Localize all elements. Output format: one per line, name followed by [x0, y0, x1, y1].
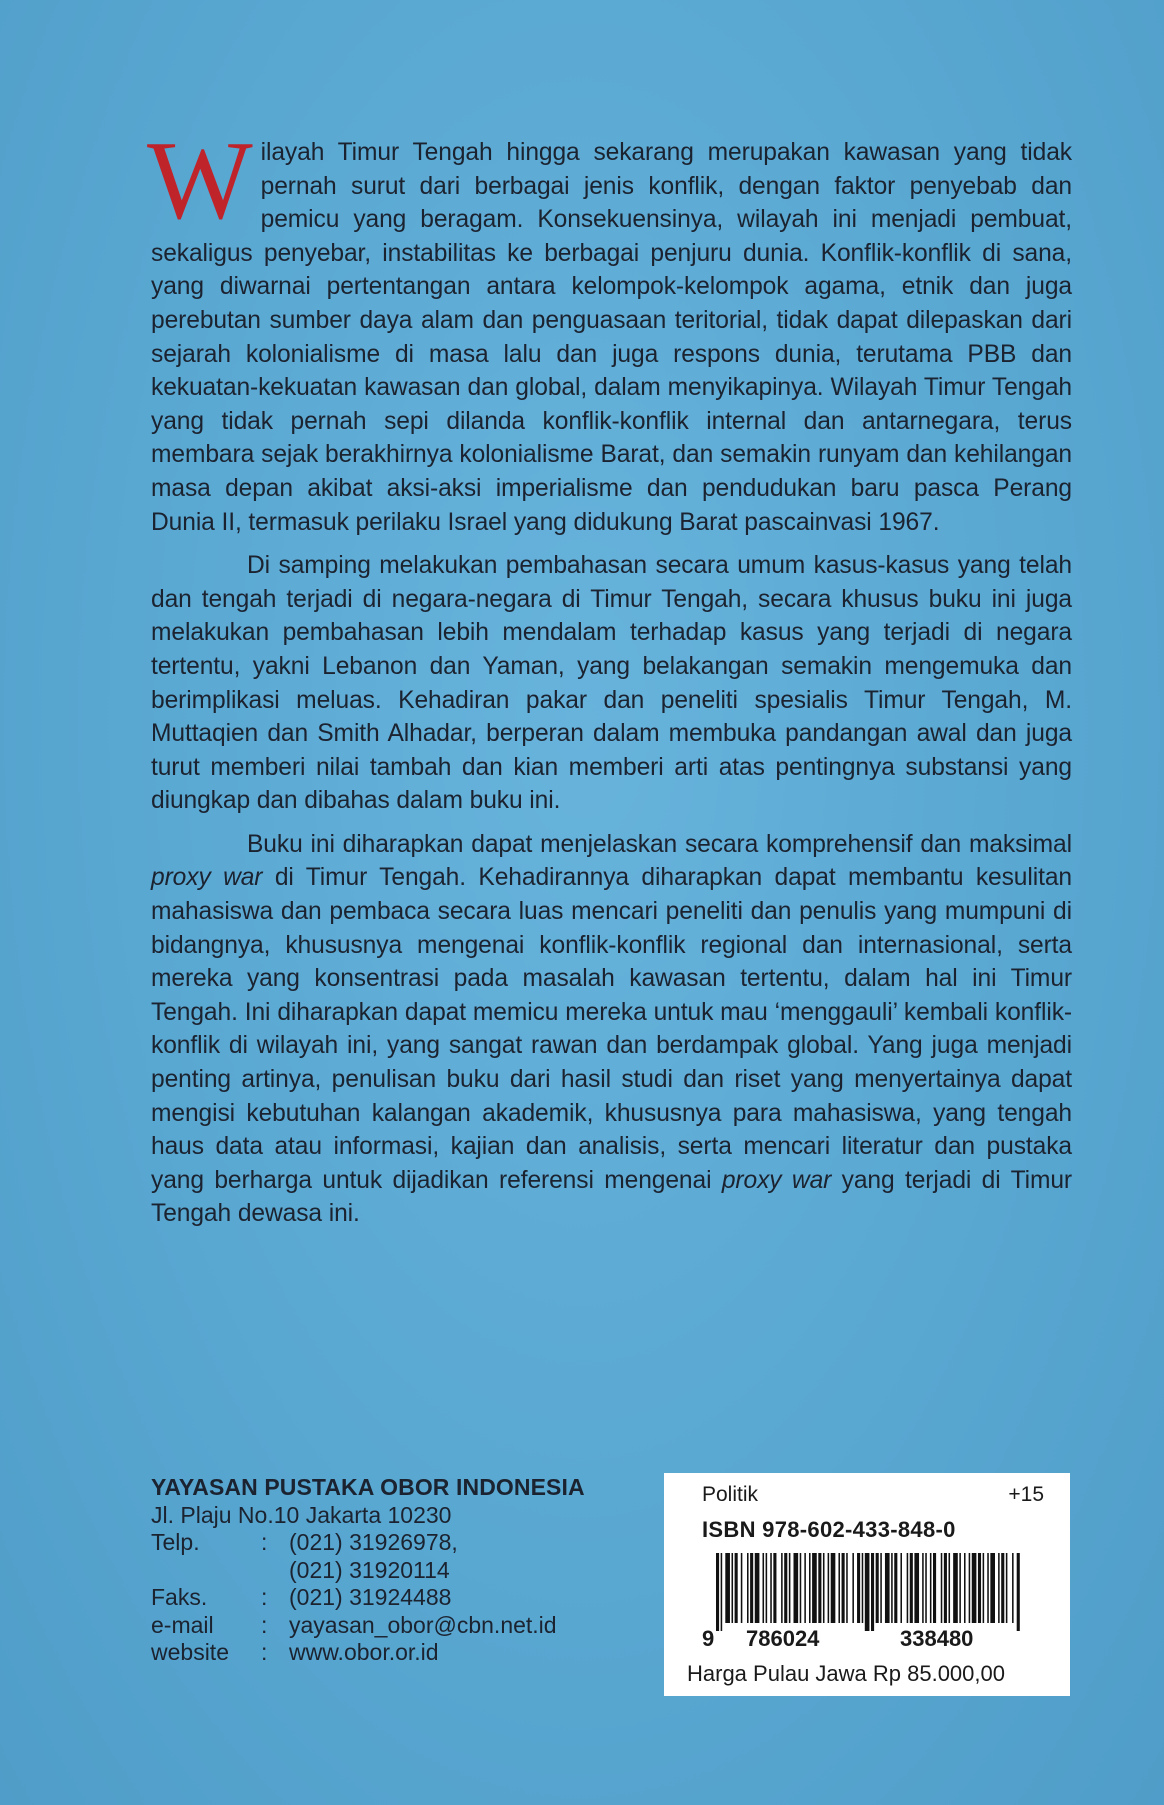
barcode-bar	[1012, 1553, 1014, 1623]
barcode-bar	[781, 1553, 783, 1623]
category-label: Politik	[702, 1483, 759, 1506]
blurb-paragraph-3	[151, 828, 1072, 1231]
website-label: website	[151, 1639, 229, 1665]
blurb-text	[147, 119, 1073, 1241]
blurb-paragraph-2: Di samping melakukan pembahasan secara umum kasus-kasus yang telah dan tengah terjadi di negara-negara di Timur Tengah, secara khusus buku ini juga melakukan pembahasan lebih mendalam terhadap kasus yang terjadi di negara tertentu, yakni Lebanon dan Yaman, yang belakangan semakin mengemuka dan berimplikasi meluas. Kehadiran pakar dan peneliti spesialis Timur Tengah, M. Muttaqien dan Smith Alhadar, berperan dalam membuka pandangan awal dan juga turut memberi nilai tambah dan kian memberi arti atas pentingnya substansi yang diungkap dan dibahas dalam buku ini.	[151, 552, 1072, 815]
barcode	[716, 1553, 1020, 1631]
website-value: www.obor.or.id	[289, 1639, 439, 1665]
faks-row	[151, 1584, 671, 1612]
isbn-number: ISBN 978-602-433-848-0	[702, 1517, 956, 1542]
barcode-right-digits: 338480	[900, 1626, 974, 1651]
barcode-bar	[990, 1553, 995, 1623]
publisher-info	[151, 1474, 671, 1667]
barcode-bar	[800, 1553, 802, 1623]
barcode-bar	[972, 1553, 977, 1623]
barcode-bar	[812, 1553, 817, 1623]
barcode-bar	[721, 1553, 723, 1631]
barcode-bar	[789, 1553, 791, 1623]
website-separator: :	[261, 1639, 268, 1665]
faks-separator: :	[261, 1584, 268, 1610]
barcode-bar	[755, 1553, 760, 1623]
barcode-bar	[987, 1553, 989, 1623]
barcode-bar	[842, 1553, 845, 1623]
barcode-bar	[1017, 1553, 1020, 1631]
email-separator: :	[261, 1611, 268, 1638]
barcode-bar	[944, 1553, 947, 1623]
barcode-digits	[702, 1626, 1042, 1652]
barcode-bar	[732, 1553, 734, 1623]
barcode-bar	[964, 1553, 966, 1623]
paragraph-3-italic-1: proxy war	[151, 864, 263, 892]
barcode-bar	[766, 1553, 768, 1623]
paragraph-1-text: ilayah Timur Tengah hingga sekarang merupakan kawasan yang tidak pernah surut dari berbagai jenis konflik, dengan faktor penyebab dan pemicu yang beragam. Konsekuensinya, wilayah ini menjadi pembuat, sekaligus penyebar, instabilitas ke berbagai penjuru dunia. Konflik-konflik di sana, yang diwarnai pertentangan antara kelompok-kelompok agama, etnik dan juga perebutan sumber daya alam dan penguasaan teritorial, tidak dapat dilepaskan dari sejarah kolonialisme di masa lalu dan juga respons dunia, terutama PBB dan kekuatan-kekuatan kawasan dan global, dalam menyikapinya. Wilayah Timur Tengah yang tidak pernah sepi dilanda konflik-konflik internal dan antarnegara, terus membara sejak berakhirnya kolonialisme Barat, dan semakin runyam dan kehilangan masa depan akibat aksi-aksi imperialisme dan pendudukan baru pasca Perang Dunia II, termasuk perilaku Israel yang didukung Barat pascainvasi 1967.	[151, 139, 1072, 536]
barcode-bar	[750, 1553, 753, 1623]
barcode-bar	[838, 1553, 840, 1623]
paragraph-3-text-a: Buku ini diharapkan dapat menjelaskan secara komprehensif dan maksimal	[247, 830, 1072, 858]
paragraph-3-italic-2: proxy war	[721, 1166, 832, 1194]
barcode-bar	[871, 1553, 874, 1631]
barcode-bar	[885, 1553, 890, 1623]
faks-value: (021) 31924488	[289, 1584, 452, 1610]
isbn-box	[664, 1473, 1070, 1696]
barcode-bar	[852, 1553, 854, 1623]
barcode-bar	[983, 1553, 985, 1623]
barcode-bar	[846, 1553, 848, 1623]
barcode-bar	[978, 1553, 981, 1623]
barcode-bar	[865, 1553, 870, 1631]
barcode-bar	[914, 1553, 919, 1623]
barcode-bar	[831, 1553, 836, 1623]
drop-cap: W	[147, 119, 253, 243]
blurb-paragraph-1	[147, 119, 1072, 539]
barcode-bar	[910, 1553, 913, 1623]
telp-row	[151, 1529, 671, 1557]
barcode-bar	[894, 1553, 897, 1623]
barcode-bar	[809, 1553, 811, 1623]
isbn-top-row	[702, 1483, 1044, 1507]
telp-row-2	[151, 1557, 671, 1585]
email-label: e-mail	[151, 1611, 214, 1638]
barcode-bar	[862, 1553, 864, 1623]
barcode-bar	[907, 1553, 909, 1623]
barcode-bar	[900, 1553, 902, 1623]
barcode-bar	[930, 1553, 932, 1623]
email-row	[151, 1612, 671, 1640]
telp-value-2: (021) 31920114	[289, 1556, 450, 1583]
barcode-bar	[949, 1553, 951, 1623]
barcode-bar	[784, 1553, 787, 1623]
barcode-bar	[891, 1553, 893, 1623]
barcode-bar	[1001, 1553, 1004, 1623]
email-value: yayasan_obor@cbn.net.id	[289, 1611, 557, 1638]
faks-label: Faks.	[151, 1584, 208, 1610]
telp-label: Telp.	[151, 1529, 200, 1555]
paragraph-3-text-c: yang terjadi di Timur Tengah dewasa ini.	[151, 1166, 1072, 1228]
barcode-bar	[876, 1553, 879, 1623]
telp-separator: :	[261, 1529, 268, 1555]
paragraph-3-text-b: di Timur Tengah. Kehadirannya diharapkan dapat membantu kesulitan mahasiswa dan pembaca secara luas mencari peneliti dan penulis yang mumpuni di bidangnya, khususnya mengenai konflik-konflik regional dan internasional, serta mereka yang konsentrasi pada masalah kawasan tertentu, dalam hal ini Timur Tengah. Ini diharapkan dapat memicu mereka untuk mau ‘menggauli’ kembali konflik-konflik di wilayah ini, yang sangat rawan dan berdampak global. Yang juga menjadi penting artinya, penulisan buku dari hasil studi dan riset yang menyertainya dapat mengisi kebutuhan kalangan akademik, khususnya para mahasiswa, yang tengah haus data atau informasi, kajian dan analisis, serta mencari literatur dan pustaka yang berharga untuk dijadikan referensi mengenai	[151, 864, 1073, 1194]
barcode-left-digits: 786024	[746, 1626, 820, 1651]
barcode-bar	[741, 1553, 743, 1623]
publisher-name: YAYASAN PUSTAKA OBOR INDONESIA	[151, 1474, 585, 1500]
barcode-bar	[857, 1553, 860, 1623]
price-label: Harga Pulau Jawa Rp 85.000,00	[687, 1661, 1005, 1686]
barcode-bar	[818, 1553, 821, 1623]
barcode-bar	[763, 1553, 765, 1623]
barcode-bar	[941, 1553, 943, 1623]
telp-value-1: (021) 31926978,	[289, 1529, 458, 1555]
age-rating: +15	[1008, 1483, 1044, 1506]
barcode-bar	[922, 1553, 924, 1623]
barcode-bar	[933, 1553, 936, 1623]
barcode-bar	[735, 1553, 738, 1623]
barcode-bar	[828, 1553, 830, 1623]
website-row	[151, 1639, 671, 1667]
barcode-bar	[998, 1553, 1000, 1623]
publisher-address: Jl. Plaju No.10 Jakarta 10230	[151, 1501, 452, 1528]
barcode-bar	[794, 1553, 799, 1623]
barcode-bar	[773, 1553, 776, 1623]
barcode-bar	[959, 1553, 961, 1623]
barcode-bar	[925, 1553, 927, 1623]
barcode-bar	[953, 1553, 958, 1623]
barcode-bar	[747, 1553, 749, 1623]
barcode-bar	[804, 1553, 806, 1623]
barcode-bar	[823, 1553, 825, 1623]
barcode-bar	[716, 1553, 719, 1631]
barcode-bar	[880, 1553, 882, 1623]
barcode-lead-digit: 9	[702, 1626, 715, 1651]
barcode-bar	[969, 1553, 971, 1623]
barcode-bar	[725, 1553, 730, 1623]
barcode-bar	[1006, 1553, 1008, 1623]
barcode-bar	[770, 1553, 772, 1623]
